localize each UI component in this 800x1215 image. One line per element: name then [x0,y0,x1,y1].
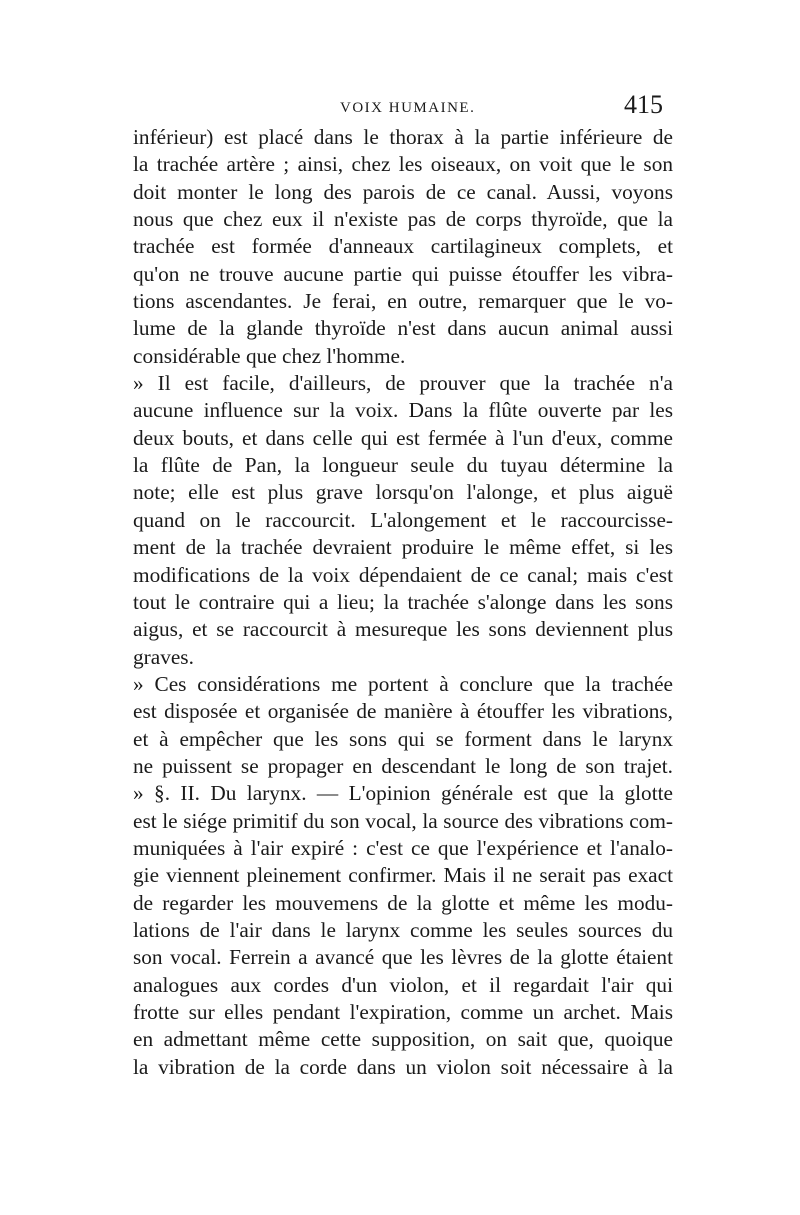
text-line: inférieur) est placé dans le thorax à la partie inférieure de [133,125,673,149]
text-line: est le siége primitif du son vocal, la source des vibrations com- [133,808,673,833]
text-line: aucune influence sur la voix. Dans la flûte ouverte par les [133,398,673,423]
text-line: et à empêcher que les sons qui se forment dans le larynx [133,726,673,751]
text-line: nous que chez eux il n'existe pas de corps thyroïde, que la [133,207,673,232]
text-line: modifications de la voix dépendaient de ce canal; mais c'est [133,562,673,587]
text-line: en admettant même cette supposition, on sait que, quoique [133,1027,673,1052]
text-line: » Il est facile, d'ailleurs, de prouver que la trachée n'a [133,371,673,396]
text-line: la vibration de la corde dans un violon soit nécessaire à la [133,1054,673,1079]
text-line: de regarder les mouvemens de la glotte et même les modu- [133,890,673,915]
text-line: tions ascendantes. Je ferai, en outre, remarquer que le vo- [133,289,673,314]
body-text [133,124,673,1081]
text-line: lume de la glande thyroïde n'est dans aucun animal aussi [133,316,673,341]
text-line: considérable que chez l'homme. [133,343,406,368]
text-line: ne puissent se propager en descendant le long de son trajet. [133,753,673,778]
text-line: son vocal. Ferrein a avancé que les lèvres de la glotte étaient [133,945,673,970]
text-line: gie viennent pleinement confirmer. Mais il ne serait pas exact [133,863,673,888]
text-line: ment de la trachée devraient produire le même effet, si les [133,535,673,560]
text-line: muniquées à l'air expiré : c'est ce que l'expérience et l'analo- [133,835,673,860]
text-line: qu'on ne trouve aucune partie qui puisse étouffer les vibra- [133,261,673,286]
text-line: tout le contraire qui a lieu; la trachée s'alonge dans les sons [133,589,673,614]
page-number: 415 [624,90,663,119]
text-line: analogues aux cordes d'un violon, et il regardait l'air qui [133,972,673,997]
text-line: deux bouts, et dans celle qui est fermée à l'un d'eux, comme [133,425,673,450]
text-line: » Ces considérations me portent à conclure que la trachée [133,671,673,696]
text-line: doit monter le long des parois de ce canal. Aussi, voyons [133,179,673,204]
text-line: la flûte de Pan, la longueur seule du tuyau détermine la [133,453,673,478]
text-line: note; elle est plus grave lorsqu'on l'alonge, et plus aiguë [133,480,673,505]
text-line: » §. II. Du larynx. — L'opinion générale est que la glotte [133,781,673,806]
text-line: trachée est formée d'anneaux cartilagineux complets, et [133,234,673,259]
text-line: quand on le raccourcit. L'alongement et le raccourcisse- [133,507,673,532]
text-line: graves. [133,644,194,669]
text-line: est disposée et organisée de manière à étouffer les vibrations, [133,699,673,724]
text-line: la trachée artère ; ainsi, chez les oiseaux, on voit que le son [133,152,673,177]
text-line: aigus, et se raccourcit à mesureque les sons deviennent plus [133,617,673,642]
running-title: VOIX HUMAINE. [340,100,476,116]
text-line: lations de l'air dans le larynx comme les seules sources du [133,917,673,942]
text-line: frotte sur elles pendant l'expiration, comme un archet. Mais [133,1000,673,1024]
